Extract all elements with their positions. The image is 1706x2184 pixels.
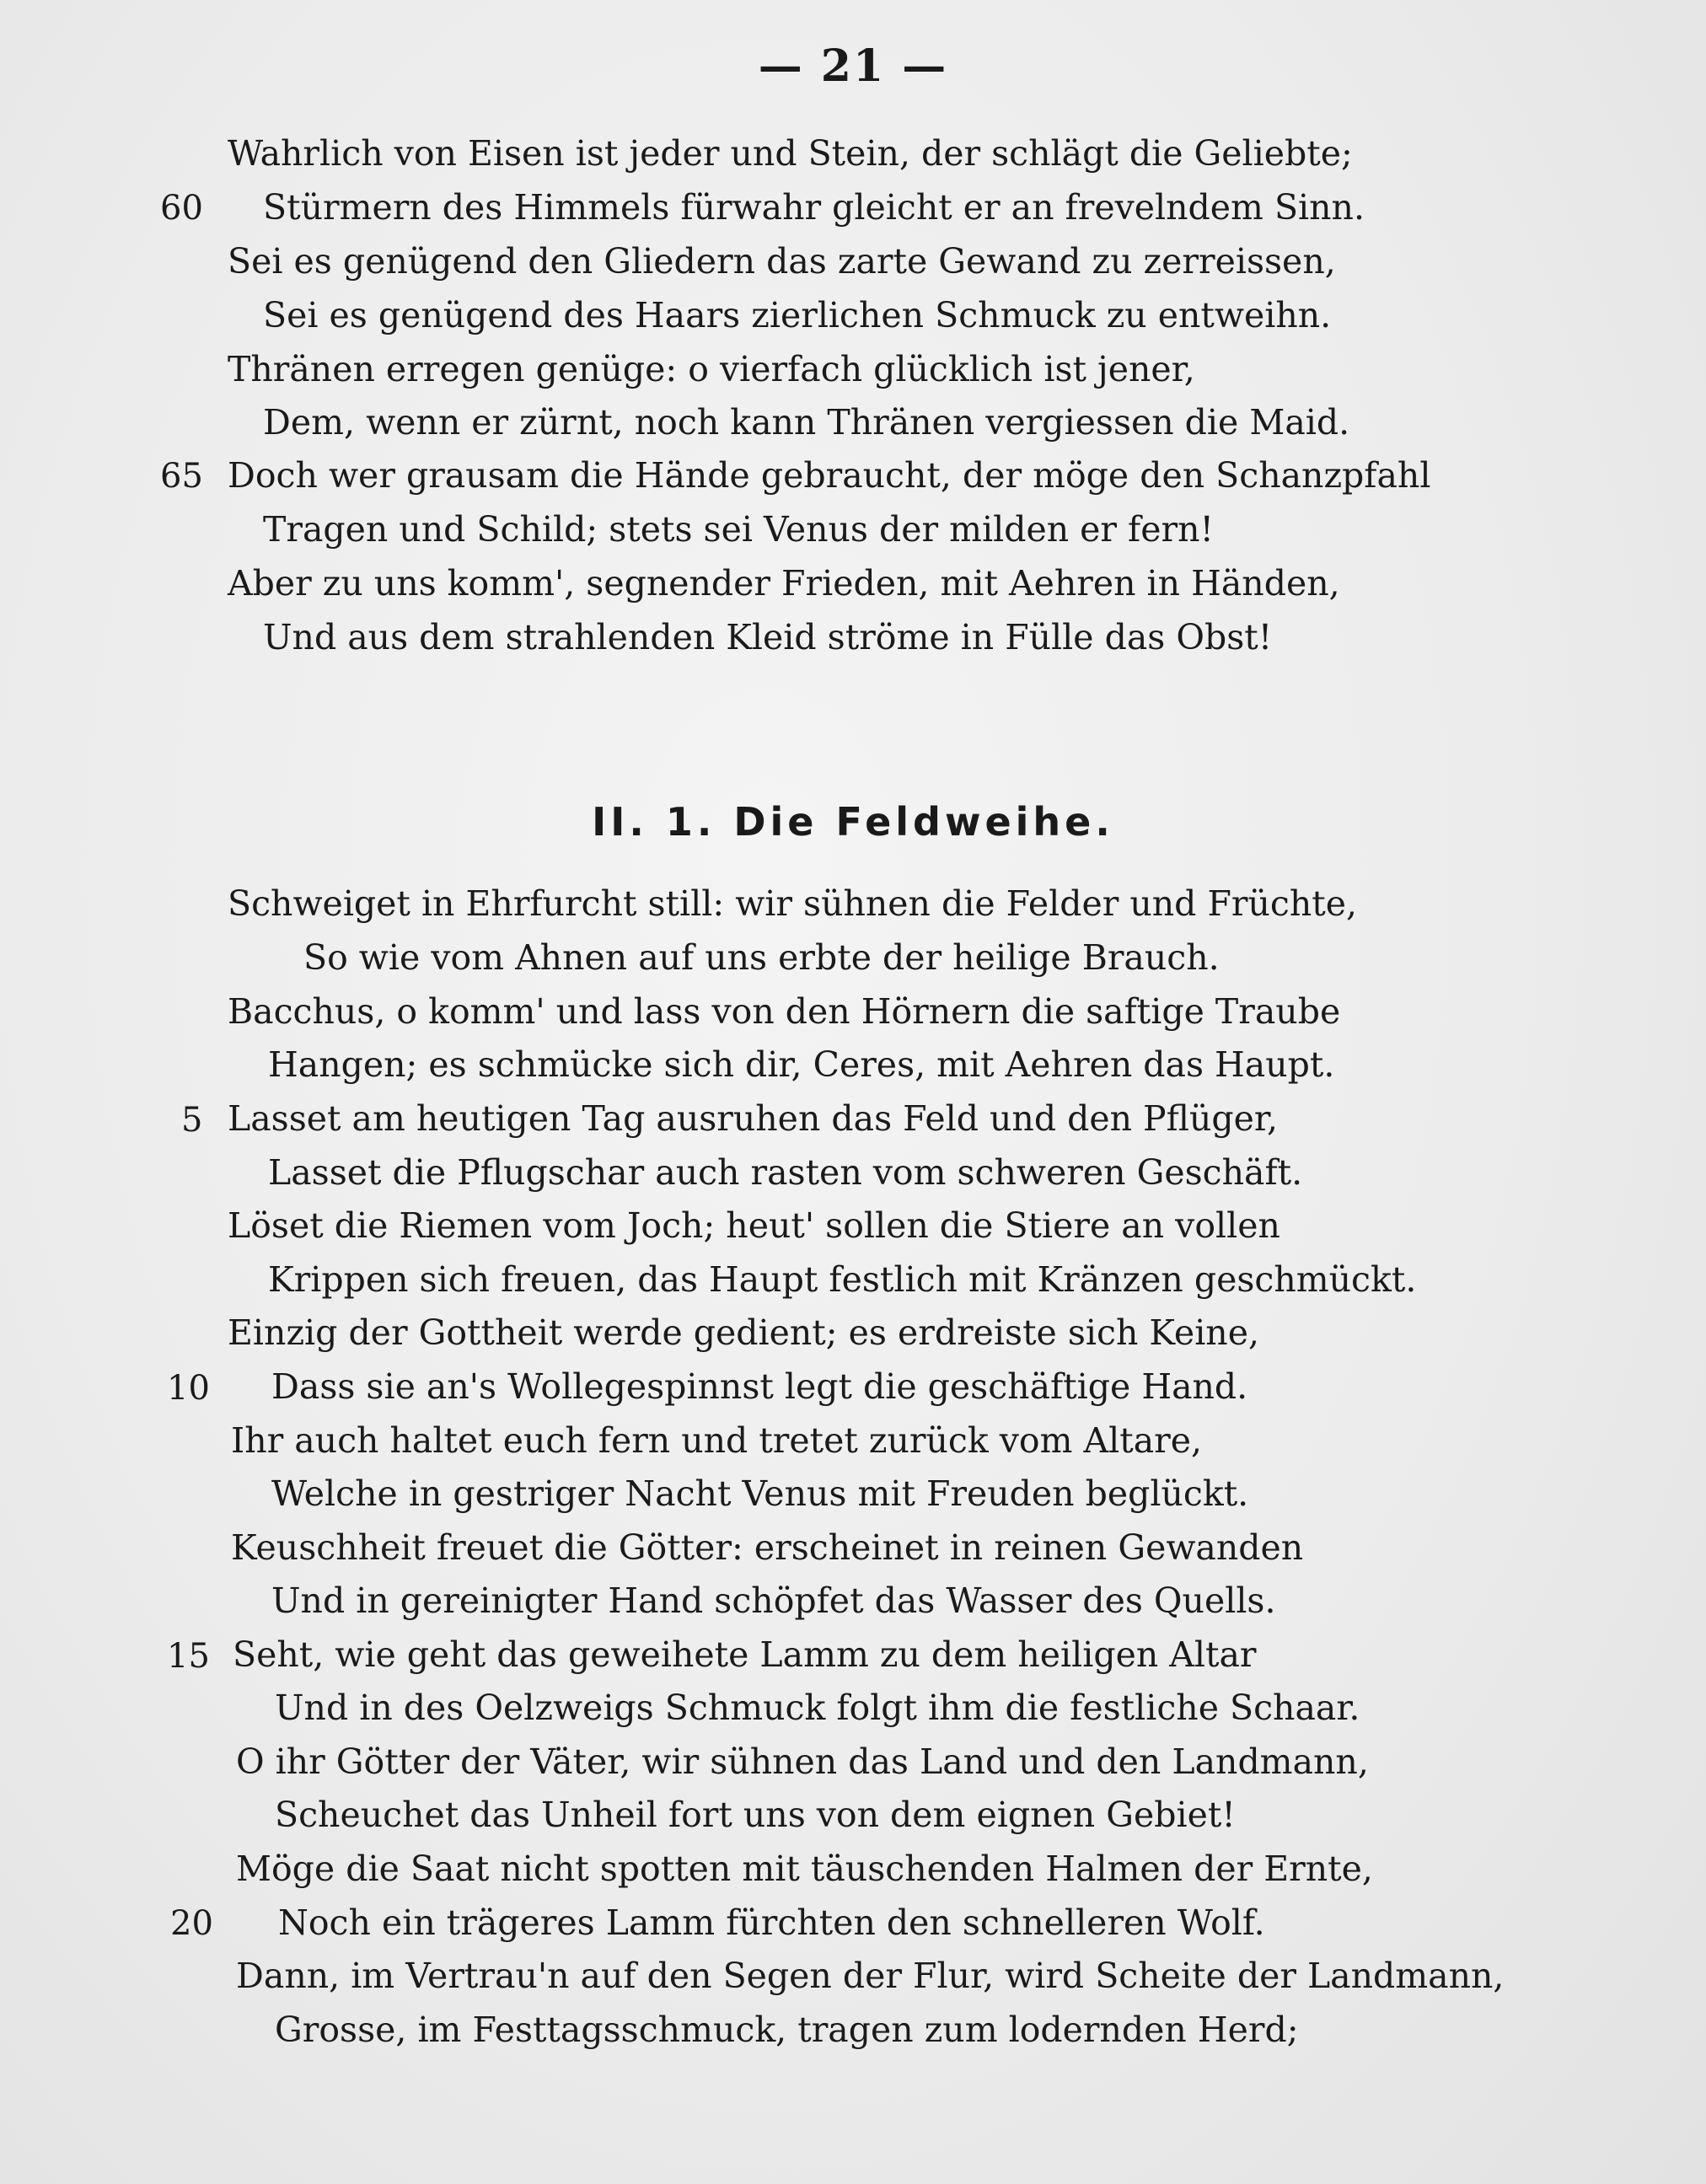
line-number: 15 — [167, 1637, 210, 1676]
verse-line: Sei es genügend des Haars zierlichen Schmuck zu entweihn. — [263, 295, 1332, 335]
verse-line: Aber zu uns komm', segnender Frieden, mit Aehren in Händen, — [228, 563, 1340, 604]
verse-line: Welche in gestriger Nacht Venus mit Freuden beglückt. — [271, 1473, 1249, 1514]
verse-line: Hangen; es schmücke sich dir, Ceres, mit Aehren das Haupt. — [268, 1044, 1335, 1085]
line-number: 60 — [160, 189, 203, 228]
verse-line: Krippen sich freuen, das Haupt festlich mit Kränzen geschmückt. — [268, 1259, 1417, 1300]
verse-line: Und in gereinigter Hand schöpfet das Wasser des Quells. — [271, 1580, 1276, 1621]
verse-line: Einzig der Gottheit werde gedient; es erdreiste sich Keine, — [228, 1312, 1260, 1353]
verse-line: O ihr Götter der Väter, wir sühnen das Land und den Landmann, — [236, 1741, 1369, 1782]
line-number: 5 — [181, 1101, 203, 1140]
verse-line: Thränen erregen genüge: o vierfach glücklich ist jener, — [228, 349, 1195, 389]
verse-line: Dem, wenn er zürnt, noch kann Thränen vergiessen die Maid. — [263, 402, 1350, 443]
verse-line: Lasset am heutigen Tag ausruhen das Feld und den Pflüger, — [228, 1098, 1279, 1139]
verse-line: Lasset die Pflugschar auch rasten vom schweren Geschäft. — [268, 1152, 1303, 1193]
line-number: 20 — [170, 1904, 213, 1943]
verse-line: Stürmern des Himmels fürwahr gleicht er an frevelndem Sinn. — [263, 187, 1365, 228]
verse-line: Noch ein trägeres Lamm fürchten den schnelleren Wolf. — [278, 1902, 1265, 1943]
verse-line: Und aus dem strahlenden Kleid ströme in Fülle das Obst! — [263, 617, 1273, 657]
verse-line: Doch wer grausam die Hände gebraucht, der möge den Schanzpfahl — [228, 455, 1431, 496]
verse-line: Scheuchet das Unheil fort uns von dem eignen Gebiet! — [275, 1795, 1236, 1835]
verse-line: Löset die Riemen vom Joch; heut' sollen die Stiere an vollen — [228, 1205, 1280, 1246]
verse-line: Seht, wie geht das geweihete Lamm zu dem heiligen Altar — [233, 1634, 1257, 1675]
verse-line: So wie vom Ahnen auf uns erbte der heilige Brauch. — [303, 937, 1220, 978]
verse-line: Wahrlich von Eisen ist jeder und Stein, der schlägt die Geliebte; — [228, 133, 1353, 174]
line-number: 10 — [167, 1369, 210, 1408]
verse-line: Bacchus, o komm' und lass von den Hörnern die saftige Traube — [228, 991, 1341, 1032]
verse-line: Und in des Oelzweigs Schmuck folgt ihm die festliche Schaar. — [275, 1688, 1360, 1728]
line-number: 65 — [160, 457, 203, 496]
verse-line: Grosse, im Festtagsschmuck, tragen zum lodernden Herd; — [275, 2010, 1299, 2050]
section-heading: II. 1. Die Feldweihe. — [592, 799, 1114, 845]
page-number: — 21 — — [758, 40, 948, 92]
verse-line: Ihr auch haltet euch fern und tretet zurück vom Altare, — [231, 1420, 1203, 1461]
verse-line: Dann, im Vertrau'n auf den Segen der Flur, wird Scheite der Landmann, — [236, 1956, 1505, 1996]
verse-line: Dass sie an's Wollegespinnst legt die geschäftige Hand. — [271, 1366, 1248, 1407]
verse-line: Tragen und Schild; stets sei Venus der milden er fern! — [263, 509, 1214, 550]
verse-line: Schweiget in Ehrfurcht still: wir sühnen die Felder und Früchte, — [228, 883, 1358, 924]
verse-line: Möge die Saat nicht spotten mit täuschenden Halmen der Ernte, — [236, 1849, 1373, 1889]
verse-line: Sei es genügend den Gliedern das zarte Gewand zu zerreissen, — [228, 241, 1336, 282]
verse-line: Keuschheit freuet die Götter: erscheinet in reinen Gewanden — [231, 1527, 1304, 1568]
